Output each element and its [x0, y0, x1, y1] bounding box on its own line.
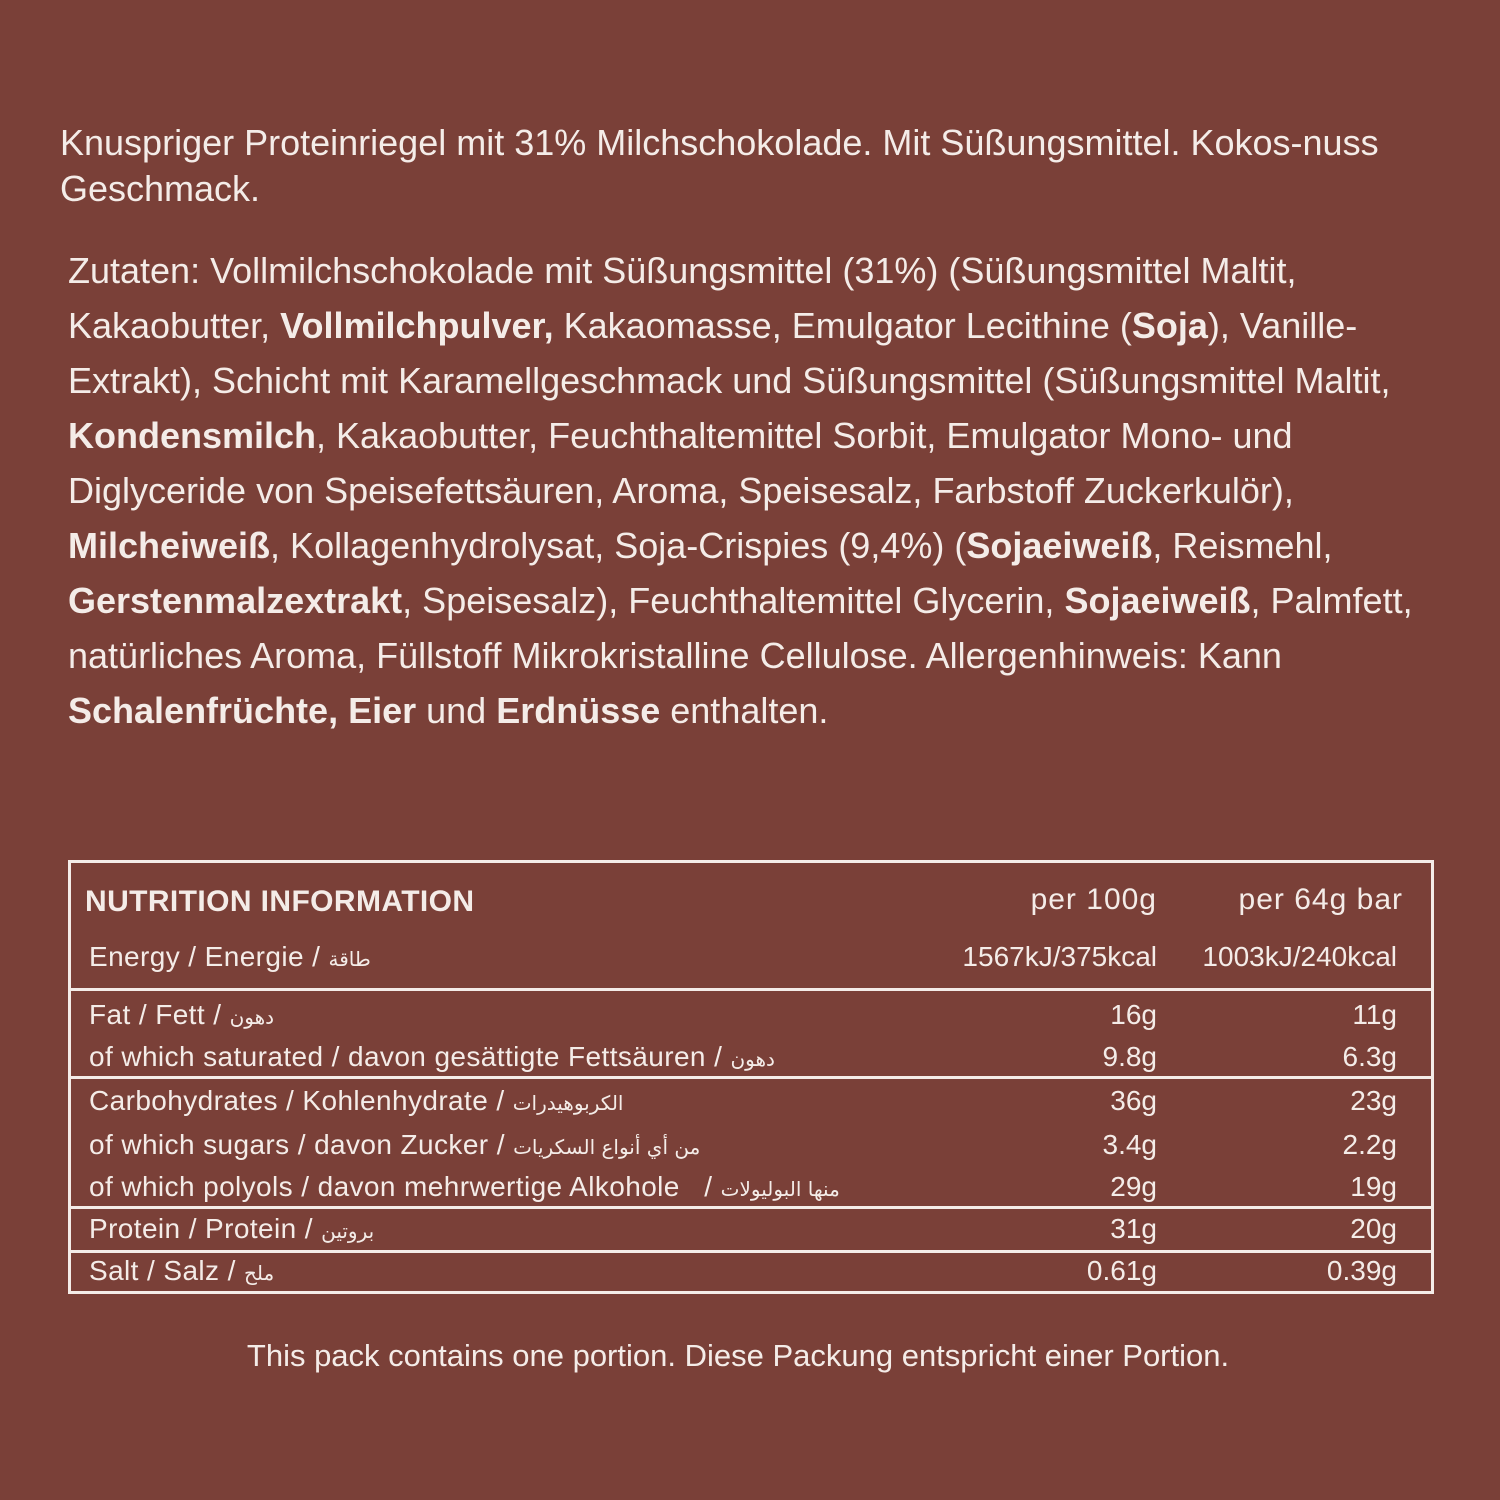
- ingredient-text: , Speisesalz), Feuchthaltemittel Glycerin,: [402, 580, 1065, 621]
- nutrient-value-per-bar: 20g: [1350, 1213, 1397, 1244]
- ingredient-text: , Palmfett, natürliches Aroma, Füllstoff Mikrokristalline Cellulose. Allergenhinweis: Kann: [68, 580, 1413, 676]
- nutrition-row-energy: [71, 929, 1431, 987]
- nutrient-value-per-bar: 2.2g: [1342, 1129, 1397, 1160]
- ingredient-allergen: Vollmilchpulver,: [280, 305, 554, 346]
- nutrition-row-sugars: [71, 1121, 1431, 1163]
- column-header-per-bar: per 64g bar: [1238, 883, 1403, 916]
- nutrient-value-per-100g: 16g: [1110, 999, 1157, 1030]
- ingredient-text: ), Vanille-Extrakt), Schicht mit Karamellgeschmack und Süßungsmittel (Süßungsmittel Maltit,: [68, 305, 1391, 401]
- ingredient-text: , Kollagenhydrolysat, Soja-Crispies (9,4%) (: [270, 525, 967, 566]
- nutrient-value-per-bar: 0.39g: [1326, 1255, 1397, 1286]
- ingredient-allergen: Soja: [1131, 305, 1208, 346]
- ingredient-allergen: Erdnüsse: [496, 690, 661, 731]
- ingredient-allergen: Milcheiweiß: [68, 525, 271, 566]
- nutrient-value-per-bar: 23g: [1350, 1085, 1397, 1116]
- nutrient-label: of which saturated / davon gesättigte Fettsäuren / دهون: [89, 1041, 775, 1072]
- nutrient-value-per-100g: 36g: [1110, 1085, 1157, 1116]
- nutrient-value-per-100g: 1567kJ/375kcal: [962, 941, 1157, 972]
- nutrient-label: of which polyols / davon mehrwertige Alkohole / منها البوليولات: [89, 1171, 840, 1202]
- nutrition-carbs-group: [71, 1079, 1431, 1209]
- ingredient-text: , Kakaobutter, Feuchthaltemittel Sorbit, Emulgator Mono- und Diglyceride von Speisefettsäuren, Aroma, Speisesalz, Farbstoff Zuckerkulör),: [68, 415, 1294, 511]
- portion-note: This pack contains one portion. Diese Packung entspricht einer Portion.: [246, 1338, 1230, 1373]
- nutrient-value-per-100g: 9.8g: [1102, 1041, 1157, 1072]
- ingredient-text: , Reismehl,: [1152, 525, 1333, 566]
- nutrition-row-salt: [71, 1253, 1431, 1295]
- nutrient-label: Energy / Energie / طاقة: [89, 941, 371, 972]
- ingredient-allergen: Gerstenmalzextrakt: [68, 580, 403, 621]
- column-header-per-100g: per 100g: [1030, 883, 1157, 916]
- nutrient-value-per-bar: 6.3g: [1342, 1041, 1397, 1072]
- nutrient-value-per-bar: 19g: [1350, 1171, 1397, 1202]
- ingredient-text: und: [416, 690, 497, 731]
- ingredient-allergen: Sojaeiweiß: [1064, 580, 1251, 621]
- nutrient-value-per-bar: 11g: [1352, 999, 1397, 1030]
- nutrition-row-saturated: [71, 1033, 1431, 1075]
- nutrient-label: Protein / Protein / بروتين: [89, 1213, 375, 1244]
- nutrient-label: of which sugars / davon Zucker / من أي أنواع السكريات: [89, 1129, 701, 1160]
- nutrient-value-per-100g: 3.4g: [1102, 1129, 1157, 1160]
- nutrient-value-per-100g: 31g: [1110, 1213, 1157, 1244]
- nutrition-row-polyols: [71, 1163, 1431, 1205]
- nutrient-value-per-bar: 1003kJ/240kcal: [1202, 941, 1397, 972]
- ingredients-list: [68, 243, 1448, 738]
- nutrition-row-carbohydrates: [71, 1079, 1431, 1121]
- nutrient-label: Carbohydrates / Kohlenhydrate / الكربوهيدرات: [89, 1085, 624, 1116]
- nutrition-salt-group: [71, 1253, 1431, 1291]
- ingredient-allergen: Schalenfrüchte, Eier: [68, 690, 417, 731]
- nutrition-title: NUTRITION INFORMATION: [85, 885, 475, 918]
- nutrient-value-per-100g: 0.61g: [1086, 1255, 1157, 1286]
- nutrition-row-fat: [71, 991, 1431, 1033]
- ingredient-text: enthalten.: [660, 690, 829, 731]
- ingredient-allergen: Kondensmilch: [68, 415, 317, 456]
- nutrient-label: Salt / Salz / ملح: [89, 1255, 275, 1286]
- nutrition-table: [68, 860, 1434, 1294]
- nutrition-protein-group: [71, 1209, 1431, 1253]
- product-description: Knuspriger Proteinriegel mit 31% Milchschokolade. Mit Süßungsmittel. Kokos-nuss Geschmack.: [60, 122, 1379, 209]
- ingredient-allergen: Sojaeiweiß: [966, 525, 1153, 566]
- nutrient-value-per-100g: 29g: [1110, 1171, 1157, 1202]
- nutrition-fat-group: [71, 991, 1431, 1079]
- nutrition-header-row: [71, 863, 1431, 929]
- nutrition-header-group: [71, 863, 1431, 991]
- ingredient-text: Zutaten: Vollmilchschokolade mit Süßungsmittel (31%) (Süßungsmittel Maltit, Kakaobutter,: [68, 250, 1297, 346]
- nutrition-row-protein: [71, 1209, 1431, 1251]
- ingredient-text: Kakaomasse, Emulgator Lecithine (: [553, 305, 1132, 346]
- nutrient-label: Fat / Fett / دهون: [89, 999, 275, 1030]
